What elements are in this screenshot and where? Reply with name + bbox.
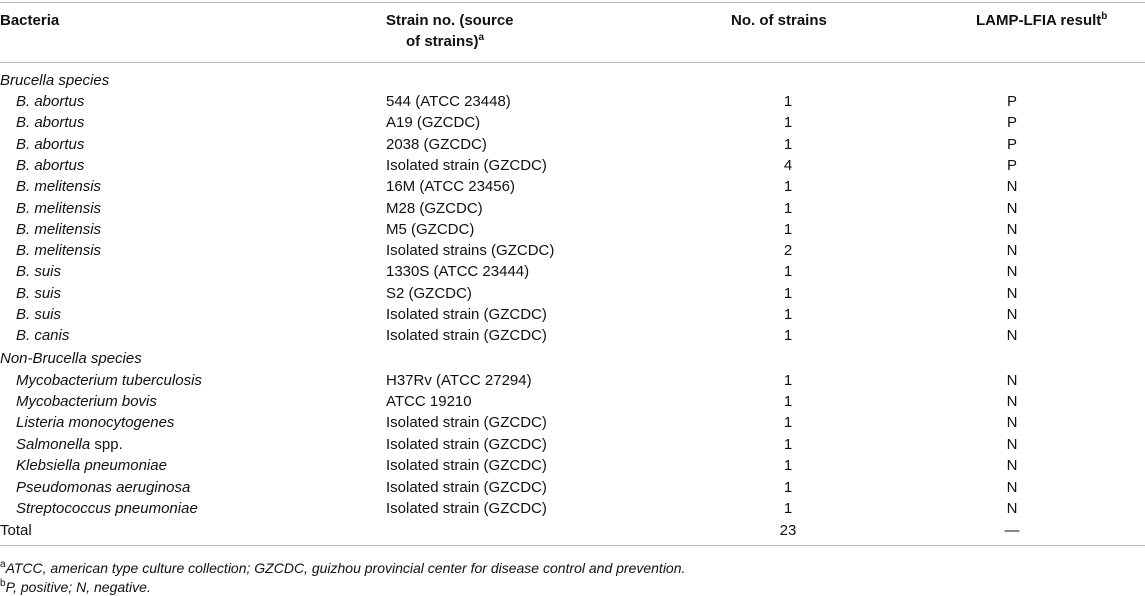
row-result: N <box>1006 199 1018 217</box>
row-result: N <box>1006 306 1018 323</box>
row-bacteria-name: B. abortus <box>16 135 85 153</box>
row-result: N <box>1006 371 1018 389</box>
row-bacteria-name: B. suis <box>16 284 62 302</box>
row-count: 1 <box>783 499 793 517</box>
row-count: 1 <box>783 306 793 323</box>
row-result: N <box>1006 478 1018 496</box>
row-strain: Isolated strain (GZCDC) <box>386 156 547 174</box>
row-count: 1 <box>783 93 793 110</box>
row-result: P <box>1006 114 1017 132</box>
row-strain: 544 (ATCC 23448) <box>386 93 511 110</box>
row-strain: Isolated strain (GZCDC) <box>386 435 547 453</box>
header-num-strains: No. of strains <box>731 12 827 29</box>
footnote-b-sup: b <box>0 578 6 589</box>
row-strain: 16M (ATCC 23456) <box>386 178 515 196</box>
total-result: — <box>1004 522 1020 539</box>
row-bacteria-name: B. abortus <box>16 93 85 110</box>
row-result: N <box>1006 178 1018 196</box>
row-bacteria-name: Mycobacterium tuberculosis <box>16 371 202 389</box>
row-count: 1 <box>783 457 793 475</box>
row-result: N <box>1006 263 1018 281</box>
row-count: 1 <box>783 114 793 132</box>
header-bacteria: Bacteria <box>0 12 60 29</box>
header-bottom-rule <box>0 62 1145 63</box>
row-bacteria-name: Streptococcus pneumoniae <box>16 499 198 517</box>
row-result: N <box>1006 220 1018 238</box>
row-strain: Isolated strain (GZCDC) <box>386 457 547 475</box>
row-result: N <box>1006 457 1018 475</box>
header-strain-sup: a <box>478 32 485 43</box>
footnote-a-sup: a <box>0 559 6 570</box>
row-bacteria-name: B. melitensis <box>16 242 102 260</box>
row-bacteria-name: B. melitensis <box>16 220 102 238</box>
row-bacteria-name: B. melitensis <box>16 178 102 196</box>
row-result: N <box>1006 435 1018 453</box>
row-bacteria-name: B. melitensis <box>16 199 102 217</box>
row-strain: ATCC 19210 <box>386 392 472 410</box>
row-count: 1 <box>783 263 793 281</box>
row-result: P <box>1006 156 1017 174</box>
table-top-rule <box>0 2 1145 3</box>
row-strain: Isolated strain (GZCDC) <box>386 414 547 432</box>
row-result: P <box>1006 135 1017 153</box>
row-strain: H37Rv (ATCC 27294) <box>386 371 532 389</box>
row-result: N <box>1006 242 1018 260</box>
footnote-b: $^b$P, positive; N, negative. <box>0 578 151 595</box>
row-strain: 2038 (GZCDC) <box>386 135 487 153</box>
row-bacteria-name: Klebsiella pneumoniae <box>16 457 167 475</box>
row-bacteria-name: B. suis <box>16 306 62 323</box>
row-count: 1 <box>783 371 793 389</box>
row-bacteria-name: Pseudomonas aeruginosa <box>16 478 191 496</box>
header-strain-line2: of strains)$^a$ <box>406 32 485 50</box>
row-result: N <box>1006 392 1018 410</box>
row-count: 1 <box>783 327 793 345</box>
row-strain: Isolated strain (GZCDC) <box>386 499 547 517</box>
row-strain: M5 (GZCDC) <box>386 220 475 238</box>
row-bacteria-name: B. canis <box>16 327 70 345</box>
row-result: N <box>1006 327 1018 345</box>
group-label-non-brucella: Non-Brucella species <box>0 350 142 367</box>
row-bacteria-name: Listeria monocytogenes <box>16 414 175 432</box>
row-count: 2 <box>783 242 793 260</box>
row-count: 1 <box>783 414 793 432</box>
table-bottom-rule <box>0 545 1145 546</box>
row-count: 4 <box>783 156 793 174</box>
row-result: N <box>1006 414 1018 432</box>
row-strain: M28 (GZCDC) <box>386 199 483 217</box>
row-bacteria-name: Mycobacterium bovis <box>16 392 157 410</box>
row-result: P <box>1006 93 1017 110</box>
row-count: 1 <box>783 199 793 217</box>
group-label-brucella: Brucella species <box>0 72 110 89</box>
header-result: LAMP-LFIA result$^b$ <box>976 11 1108 29</box>
row-strain: Isolated strains (GZCDC) <box>386 242 555 260</box>
row-bacteria-name: Salmonella spp. <box>16 435 123 453</box>
row-bacteria-name: B. suis <box>16 263 62 281</box>
row-strain: 1330S (ATCC 23444) <box>386 263 530 281</box>
row-strain: Isolated strain (GZCDC) <box>386 306 547 323</box>
row-count: 1 <box>783 284 793 302</box>
row-strain: Isolated strain (GZCDC) <box>386 478 547 496</box>
row-count: 1 <box>783 392 793 410</box>
row-strain: Isolated strain (GZCDC) <box>386 327 547 345</box>
footnote-a: $^a$ATCC, american type culture collection; GZCDC, guizhou provincial center for disease control and prevention. <box>0 559 686 576</box>
row-count: 1 <box>783 435 793 453</box>
row-count: 1 <box>783 220 793 238</box>
row-result: N <box>1006 499 1018 517</box>
row-count: 1 <box>783 478 793 496</box>
header-result-sup: b <box>1101 11 1108 22</box>
row-count: 1 <box>783 178 793 196</box>
row-strain: S2 (GZCDC) <box>386 284 472 302</box>
header-strain-line1: Strain no. (source <box>386 12 514 29</box>
row-result: N <box>1006 284 1018 302</box>
row-count: 1 <box>783 135 793 153</box>
row-bacteria-name: B. abortus <box>16 114 85 132</box>
total-count: 23 <box>779 522 797 539</box>
row-bacteria-name: B. abortus <box>16 156 85 174</box>
total-label: Total <box>0 522 32 539</box>
row-strain: A19 (GZCDC) <box>386 114 481 132</box>
